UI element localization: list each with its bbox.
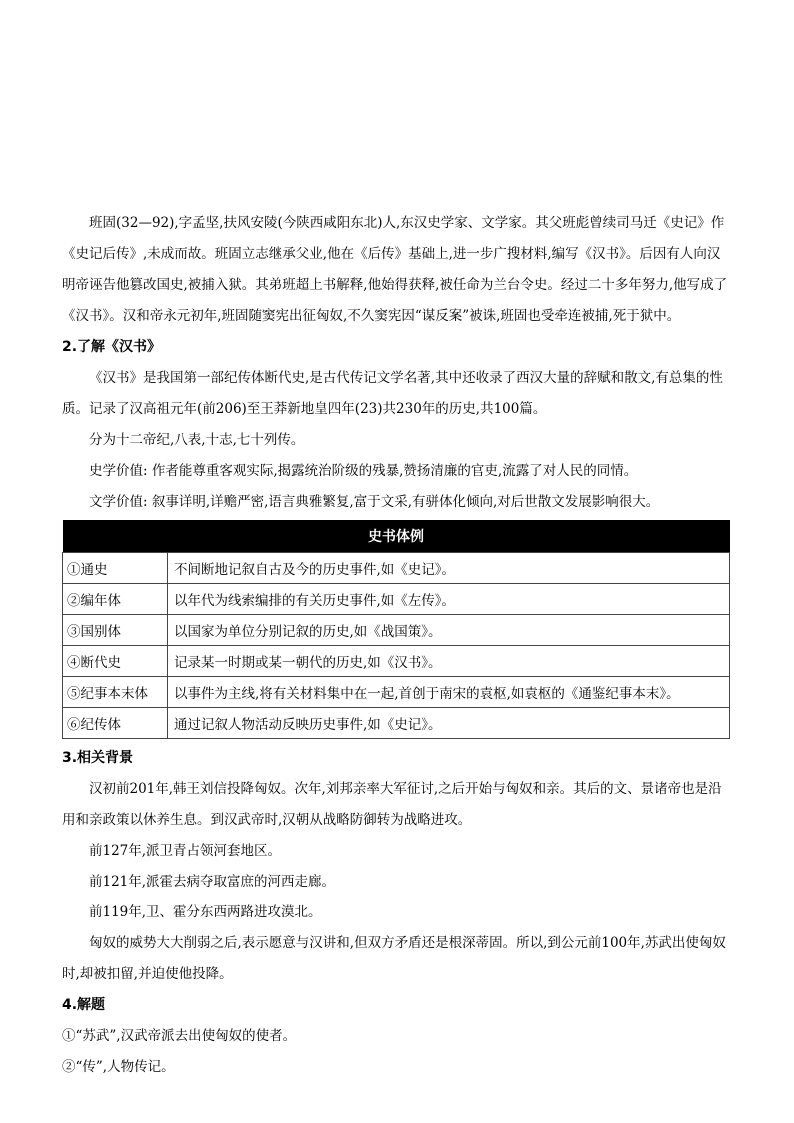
intro-paragraph: 班固(32—92),字孟坚,扶风安陵(今陕西咸阳东北)人,东汉史学家、文学家。其父班彪曾续司马迁《史记》作《史记后传》,未成而故。班固立志继承父业,他在《后传》基础上,进一步广搜材料,编写《汉书》。后因有人向汉明帝诬告他篡改国史,被捕入狱。其弟班超上书解释,他始得获释,被任命为兰台令史。经过二十多年努力,他写成了《汉书》。汉和帝永元初年,班固随窦宪出征匈奴,不久窦宪因“谋反案”被诛,班固也受牵连被捕,死于狱中。 xyxy=(62,215,728,324)
history-genre-table xyxy=(62,520,730,739)
genre-description: 通过记叙人物活动反映历史事件,如《史记》。 xyxy=(168,708,730,739)
section-2-paragraph-3: 史学价值: 作者能尊重客观实际,揭露统治阶级的残暴,赞扬清廉的官吏,流露了对人民的同情。 xyxy=(89,463,638,479)
genre-description: 以年代为线索编排的有关历史事件,如《左传》。 xyxy=(168,584,730,615)
section-3-heading: 3.相关背景 xyxy=(62,750,134,766)
table-row xyxy=(63,615,730,646)
section-4-item-2: ②“传”,人物传记。 xyxy=(62,1058,175,1075)
genre-description: 以事件为主线,将有关材料集中在一起,首创于南宋的袁枢,如袁枢的《通鉴纪事本末》。 xyxy=(168,677,730,708)
genre-type: ①通史 xyxy=(63,553,168,584)
section-2-paragraph-2: 分为十二帝纪,八表,十志,七十列传。 xyxy=(89,432,305,448)
section-4-item-1: ①“苏武”,汉武帝派去出使匈奴的使者。 xyxy=(62,1027,297,1044)
genre-type: ②编年体 xyxy=(63,584,168,615)
genre-type: ③国别体 xyxy=(63,615,168,646)
section-3-event-3: 前119年,卫、霍分东西两路进攻漠北。 xyxy=(89,904,322,920)
table-row xyxy=(63,646,730,677)
section-2-paragraph-1: 《汉书》是我国第一部纪传体断代史,是古代传记文学名著,其中还收录了西汉大量的辞赋和散文,有总集的性质。记录了汉高祖元年(前206)至王莽新地皇四年(23)共230年的历史,共100篇。 xyxy=(62,370,723,417)
section-4-heading: 4.解题 xyxy=(62,996,106,1013)
table-row xyxy=(63,677,730,708)
genre-type: ④断代史 xyxy=(63,646,168,677)
genre-description: 不间断地记叙自古及今的历史事件,如《史记》。 xyxy=(168,553,730,584)
section-3-event-1: 前127年,派卫青占领河套地区。 xyxy=(89,843,282,859)
genre-type: ⑥纪传体 xyxy=(63,708,168,739)
table-row xyxy=(63,553,730,584)
section-2-paragraph-4: 文学价值: 叙事详明,详赡严密,语言典雅繁复,富于文采,有骈体化倾向,对后世散文发展影响很大。 xyxy=(89,494,660,510)
section-2-heading: 2.了解《汉书》 xyxy=(62,339,162,355)
genre-description: 记录某一时期或某一朝代的历史,如《汉书》。 xyxy=(168,646,730,677)
table-row xyxy=(63,708,730,739)
genre-type: ⑤纪事本末体 xyxy=(63,677,168,708)
section-3-event-2: 前121年,派霍去病夺取富庶的河西走廊。 xyxy=(89,873,336,890)
section-3-paragraph-1: 汉初前201年,韩王刘信投降匈奴。次年,刘邦亲率大军征讨,之后开始与匈奴和亲。其后的文、景诸帝也是沿用和亲政策以休养生息。到汉武帝时,汉朝从战略防御转为战略进攻。 xyxy=(62,781,722,828)
document-page xyxy=(62,208,730,1083)
section-3-paragraph-2: 匈奴的威势大大削弱之后,表示愿意与汉讲和,但双方矛盾还是根深蒂固。所以,到公元前100年,苏武出使匈奴时,却被扣留,并迫使他投降。 xyxy=(62,934,726,982)
table-row xyxy=(63,584,730,615)
genre-description: 以国家为单位分别记叙的历史,如《战国策》。 xyxy=(168,615,730,646)
table-title: 史书体例 xyxy=(63,520,730,553)
